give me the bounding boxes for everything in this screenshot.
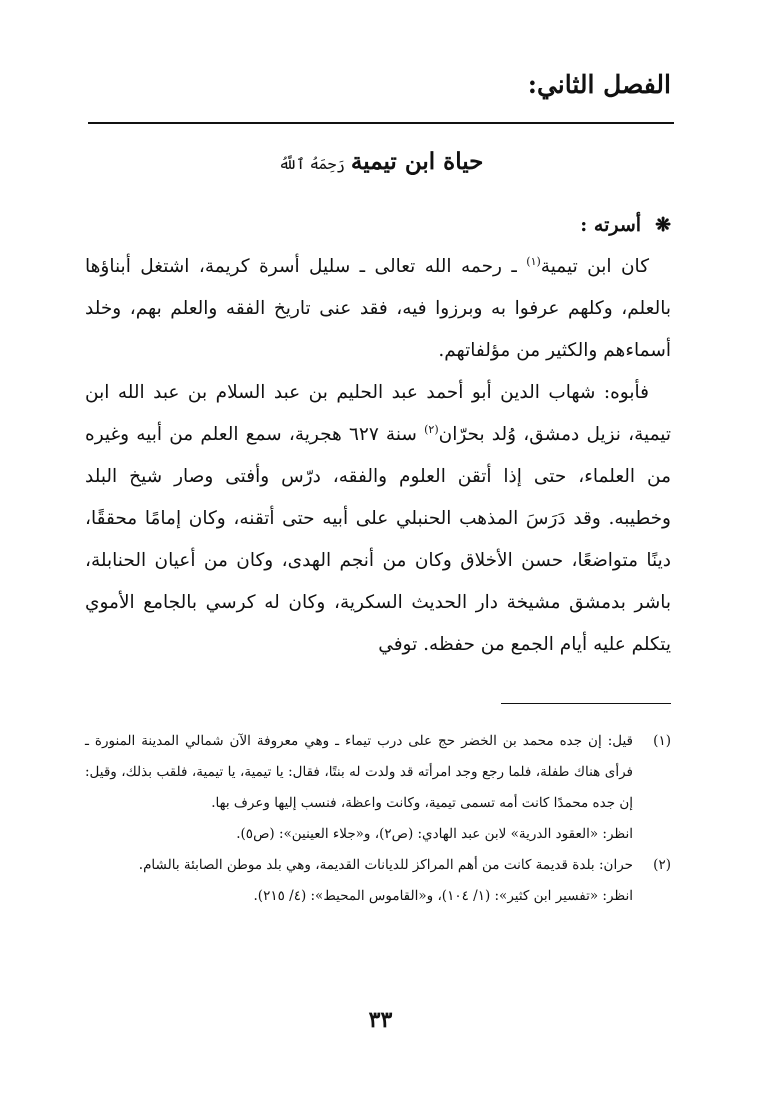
footnote-separator [501,703,671,704]
body-text [85,246,671,666]
chapter-title: الفصل الثاني: [527,70,671,99]
section-title-text: حياة ابن تيمية [350,148,484,175]
footnote-body [85,850,633,912]
subsection-heading-text: أسرته : [580,214,642,236]
footnote-ref[interactable]: (٢) [424,422,439,436]
subsection-heading [580,214,671,236]
header-rule [88,122,674,124]
footnote [85,726,671,850]
footnote-ref[interactable]: (١) [526,254,541,268]
footnotes [85,726,671,912]
page-number: ٣٣ [368,1007,393,1033]
paragraph [85,246,671,372]
footnote [85,850,671,912]
paragraph [85,372,671,666]
footnote-source: انظر: «العقود الدرية» لابن عبد الهادي: (ص٢)، و«جلاء العينين»: (ص٥). [236,826,633,842]
paragraph-text: كان ابن تيمية [540,256,649,277]
footnote-text: حران: بلدة قديمة كانت من أهم المراكز للديانات القديمة، وهي بلد موطن الصابئة بالشام. [138,857,633,873]
paragraph-text: سنة ٦٢٧ هجرية، سمع العلم من أبيه وغيره من العلماء، حتى إذا أتقن العلوم والفقه، درّس وأفتى وصار شيخ البلد وخطيبه. وقد دَرَسَ المذهب الحنبلي على أبيه حتى أتقنه، وكان إمامًا محققًا، دينًا متواضعًا، حسن الأخلاق وكان من أنجم الهدى، وكان من أعيان الحنابلة، باشر بدمشق مشيخة دار الحديث السكرية، وكان له كرسي بالجامع الأموي يتكلم عليه أيام الجمع من حفظه. توفي [85,424,671,655]
section-title [88,148,674,175]
footnote-number: (٢) [653,857,671,873]
footnote-source: انظر: «تفسير ابن كثير»: (١/ ١٠٤)، و«القاموس المحيط»: (٤/ ٢١٥). [253,888,633,904]
footnote-body [85,726,633,850]
footnote-text: قيل: إن جده محمد بن الخضر حج على درب تيماء ـ وهي معروفة الآن شمالي المدينة المنورة ـ فرأى هناك طفلة، فلما رجع وجد امرأته قد ولدت له بنتًا، فقال: يا تيمية، يا تيمية، فلقب بذلك، وقيل: إن جده محمدًا كانت أمه تسمى تيمية، وكانت واعظة، فنسب إليها وعرف بها. [85,733,633,811]
honorific-phrase: رَحِمَهُ ٱللَّهُ [278,155,345,173]
paragraph-text: فأبوه: شهاب الدين أبو أحمد عبد الحليم بن عبد السلام بن عبد الله ابن تيمية، نزيل دمشق، وُلد بحرّان [85,382,672,445]
paragraph-text: ـ رحمه الله تعالى ـ سليل أسرة كريمة، اشتغل أبناؤها بالعلم، وكلهم عرفوا به وبرزوا فيه، فقد عنى تاريخ الفقه والعلم بهم، وخلد أسماءهم والكثير من مؤلفاتهم. [85,256,671,361]
footnote-number: (١) [653,733,671,749]
bullet-star-icon: ❋ [655,214,671,236]
